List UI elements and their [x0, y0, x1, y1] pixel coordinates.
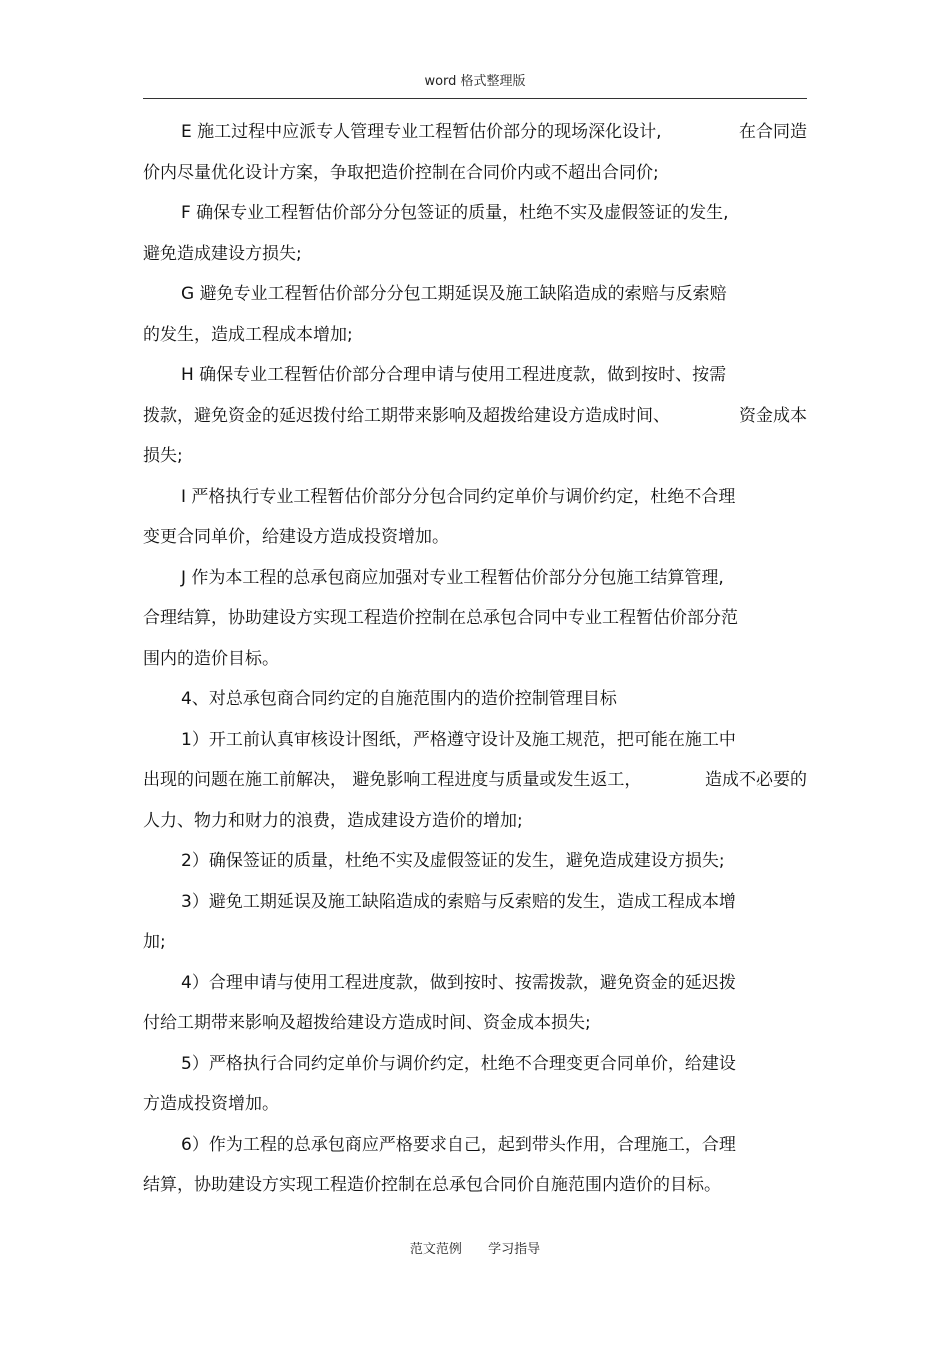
line-tail-text: 在合同造: [739, 122, 807, 142]
line-text: 结算，协助建设方实现工程造价控制在总承包合同价自施范围内造价的目标。: [143, 1175, 721, 1195]
paragraph-line: [143, 1044, 807, 1085]
line-text: 变更合同单价，给建设方造成投资增加。: [143, 527, 449, 547]
line-text: 的发生，造成工程成本增加;: [143, 324, 353, 345]
page-header: word 格式整理版: [424, 74, 526, 89]
paragraph-line: [143, 477, 807, 518]
line-text: 出现的问题在施工前解决， 避免影响工程进度与质量或发生返工，: [143, 770, 642, 790]
paragraph-line: [143, 1125, 807, 1166]
line-tail-text: 资金成本: [739, 405, 807, 426]
line-text: F 确保专业工程暂估价部分分包签证的质量，杜绝不实及虚假签证的发生,: [181, 203, 729, 223]
paragraph-line: [143, 841, 807, 882]
line-text: 拨款，避免资金的延迟拨付给工期带来影响及超拨给建设方造成时间、: [143, 405, 670, 426]
paragraph-line: [143, 112, 807, 153]
line-text: G 避免专业工程暂估价部分分包工期延误及施工缺陷造成的索赔与反索赔: [181, 284, 727, 304]
paragraph-line: [143, 153, 807, 194]
line-text: 2）确保签证的质量，杜绝不实及虚假签证的发生，避免造成建设方损失;: [181, 851, 725, 871]
document-body: [143, 112, 807, 1206]
line-text: 方造成投资增加。: [143, 1094, 279, 1114]
paragraph-line: [143, 1165, 807, 1206]
header-rule: [143, 98, 807, 99]
line-text: 合理结算，协助建设方实现工程造价控制在总承包合同中专业工程暂估价部分范: [143, 608, 738, 628]
footer-right-text: 学习指导: [488, 1242, 541, 1257]
line-tail-text: 造成不必要的: [705, 770, 807, 790]
paragraph-line: [143, 1003, 807, 1044]
line-text: 价内尽量优化设计方案，争取把造价控制在合同价内或不超出合同价;: [143, 162, 659, 183]
paragraph-line: [143, 922, 807, 963]
paragraph-line: [143, 639, 807, 680]
paragraph-line: [143, 315, 807, 356]
paragraph-line: [143, 801, 807, 842]
paragraph-line: [143, 517, 807, 558]
page-footer: [0, 1238, 950, 1257]
paragraph-line: [143, 558, 807, 599]
line-text: J 作为本工程的总承包商应加强对专业工程暂估价部分分包施工结算管理,: [181, 567, 724, 588]
paragraph-line: [143, 598, 807, 639]
paragraph-line: [143, 963, 807, 1004]
line-text: I 严格执行专业工程暂估价部分分包合同约定单价与调价约定，杜绝不合理: [181, 486, 736, 507]
line-text: E 施工过程中应派专人管理专业工程暂估价部分的现场深化设计,: [181, 122, 662, 142]
line-text: H 确保专业工程暂估价部分合理申请与使用工程进度款，做到按时、按需: [181, 365, 727, 385]
paragraph-line: [143, 720, 807, 761]
line-text: 损失;: [143, 446, 183, 466]
line-text: 3）避免工期延误及施工缺陷造成的索赔与反索赔的发生，造成工程成本增: [181, 891, 736, 912]
paragraph-line: [143, 234, 807, 275]
paragraph-line: [143, 1084, 807, 1125]
paragraph-line: [143, 760, 807, 801]
line-text: 人力、物力和财力的浪费，造成建设方造价的增加;: [143, 810, 523, 831]
line-text: 5）严格执行合同约定单价与调价约定，杜绝不合理变更合同单价，给建设: [181, 1053, 736, 1074]
line-text: 1）开工前认真审核设计图纸，严格遵守设计及施工规范，把可能在施工中: [181, 729, 736, 750]
paragraph-line: [143, 193, 807, 234]
line-text: 付给工期带来影响及超拨给建设方造成时间、资金成本损失;: [143, 1013, 591, 1033]
line-text: 避免造成建设方损失;: [143, 243, 302, 264]
paragraph-line: [143, 396, 807, 437]
line-text: 4）合理申请与使用工程进度款，做到按时、按需拨款，避免资金的延迟拨: [181, 972, 736, 993]
line-text: 4、对总承包商合同约定的自施范围内的造价控制管理目标: [181, 689, 617, 709]
line-text: 围内的造价目标。: [143, 648, 279, 669]
line-text: 加;: [143, 932, 166, 952]
paragraph-line: [143, 436, 807, 477]
paragraph-line: [143, 274, 807, 315]
line-text: 6）作为工程的总承包商应严格要求自己，起到带头作用，合理施工，合理: [181, 1134, 736, 1155]
paragraph-line: [143, 355, 807, 396]
footer-left-text: 范文范例: [409, 1242, 462, 1257]
paragraph-line: [143, 882, 807, 923]
paragraph-line: [143, 679, 807, 720]
